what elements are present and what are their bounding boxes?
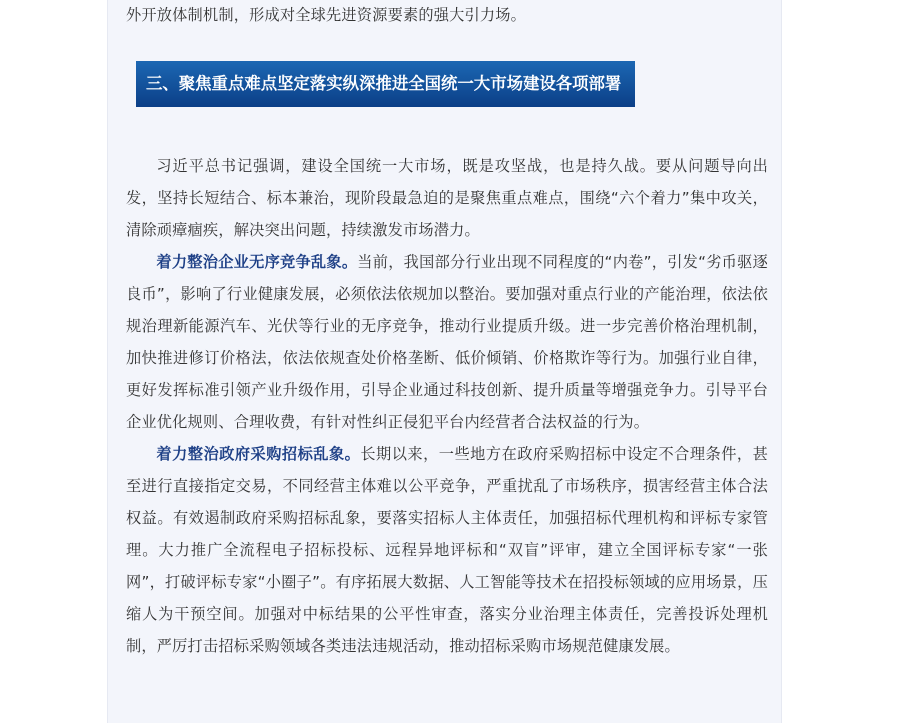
paragraph-text: 长期以来，一些地方在政府采购招标中设定不合理条件，甚至进行直接指定交易，不同经营主体难以公平竞争，严重扰乱了市场秩序，损害经营主体合法权益。有效遏制政府采购招标乱象，要落实招标人主体责任，加强招标代理机构和评标专家管理。大力推广全流程电子招标投标、远程异地评标和“双盲”评审，建立全国评标专家“一张网”，打破评标专家“小圈子”。有序拓展大数据、人工智能等技术在招投标领域的应用场景，压缩人为干预空间。加强对中标结果的公平性审查，落实分业治理主体责任，完善投诉处理机制，严厉打击招标采购领域各类违法违规活动，推动招标采购市场规范健康发展。 <box>126 445 768 655</box>
article-body <box>126 150 768 662</box>
article-panel <box>107 0 782 723</box>
paragraph-lead: 着力整治政府采购招标乱象。 <box>156 445 361 463</box>
article-top-line: 外开放体制机制，形成对全球先进资源要素的强大引力场。 <box>126 6 527 24</box>
section-heading: 三、聚焦重点难点坚定落实纵深推进全国统一大市场建设各项部署 <box>136 61 635 107</box>
paragraph-lead: 着力整治企业无序竞争乱象。 <box>156 253 358 271</box>
paragraph-procurement <box>126 438 768 662</box>
paragraph-intro: 习近平总书记强调，建设全国统一大市场，既是攻坚战，也是持久战。要从问题导向出发，坚持长短结合、标本兼治，现阶段最急迫的是聚焦重点难点，围绕“六个着力”集中攻关，清除顽瘴痼疾，解决突出问题，持续激发市场潜力。 <box>126 157 768 239</box>
paragraph-text: 当前，我国部分行业出现不同程度的“内卷”，引发“劣币驱逐良币”，影响了行业健康发展，必须依法依规加以整治。要加强对重点行业的产能治理，依法依规治理新能源汽车、光伏等行业的无序竞争，推动行业提质升级。进一步完善价格治理机制，加快推进修订价格法，依法依规查处价格垄断、低价倾销、价格欺诈等行为。加强行业自律，更好发挥标准引领产业升级作用，引导企业通过科技创新、提升质量等增强竞争力。引导平台企业优化规则、合理收费，有针对性纠正侵犯平台内经营者合法权益的行为。 <box>126 253 768 431</box>
paragraph-enterprise-competition <box>126 246 768 438</box>
